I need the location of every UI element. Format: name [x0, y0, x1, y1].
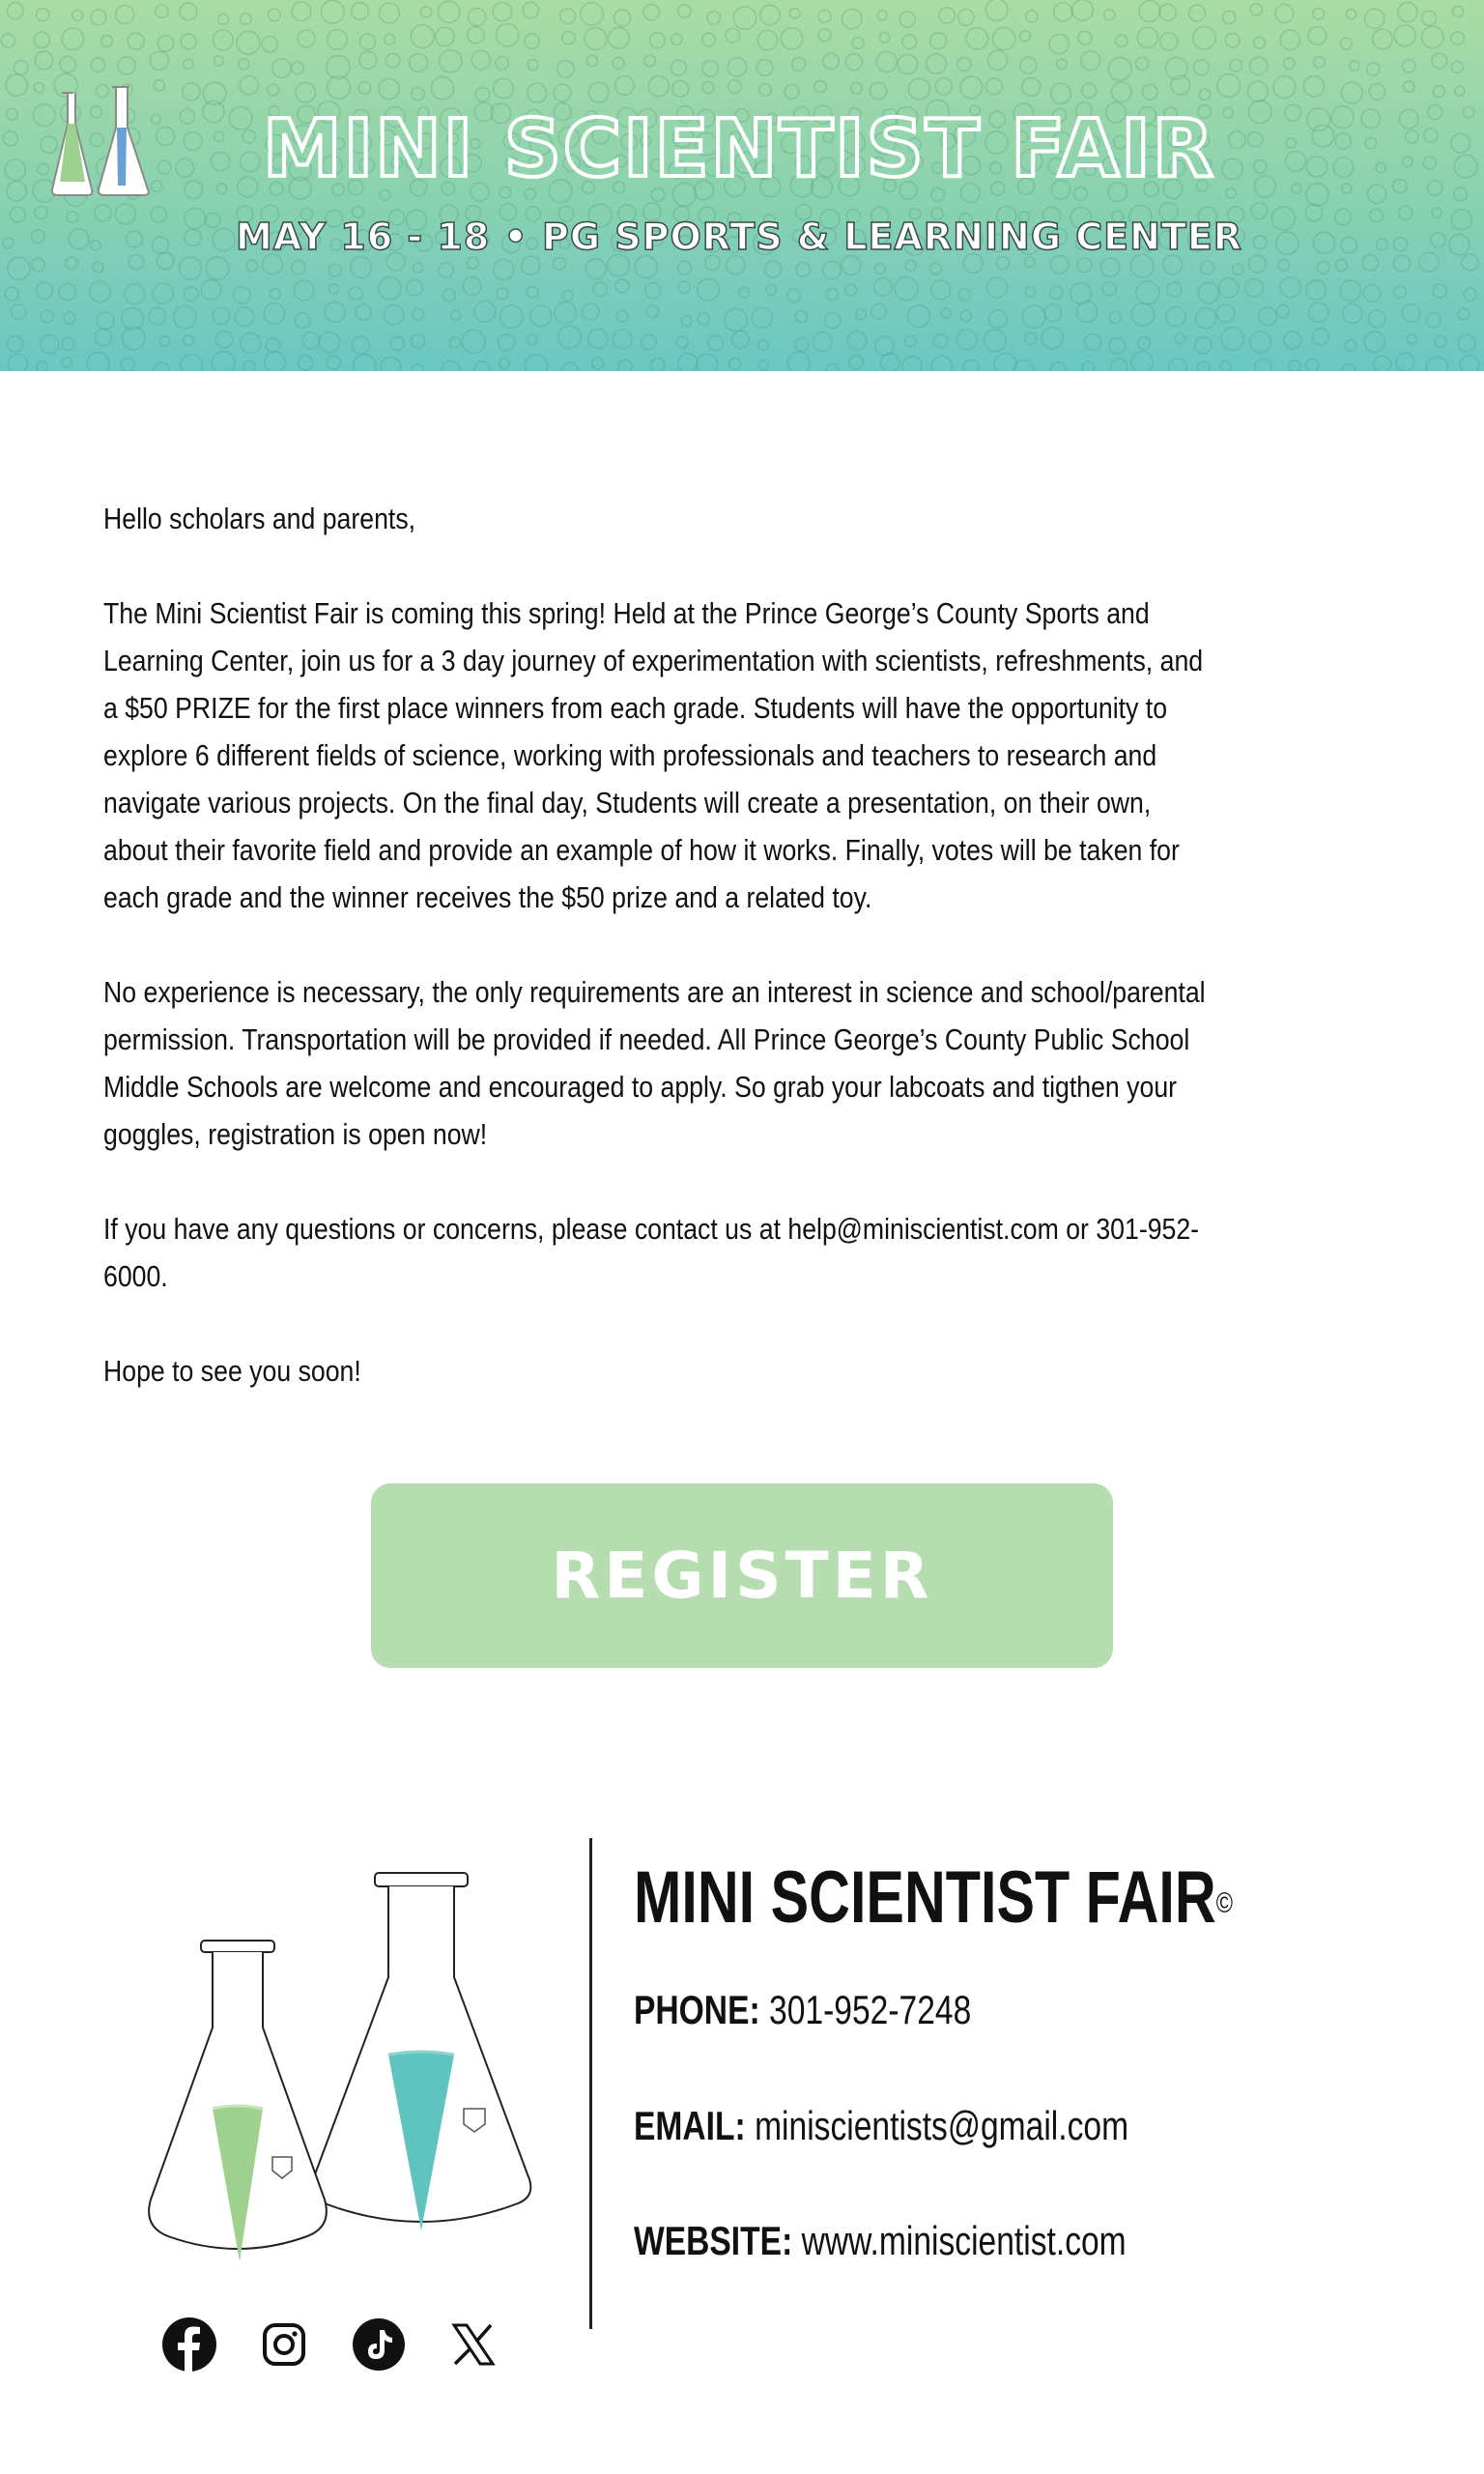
facebook-icon[interactable] [160, 2316, 218, 2373]
email-label: EMAIL: [634, 2103, 746, 2148]
phone-label: PHONE: [634, 1987, 760, 2032]
email-value[interactable]: miniscientists@gmail.com [755, 2103, 1129, 2148]
event-title: MINI SCIENTIST FAIR [263, 103, 1215, 195]
social-links [160, 2316, 518, 2377]
website-line [634, 2216, 1329, 2266]
event-date-location: MAY 16 - 18 • PG SPORTS & LEARNING CENTER [235, 216, 1243, 258]
letter-paragraph-requirements: No experience is necessary, the only requirements are an interest in science and school/parental permission. Transportation will be provided if needed. All Prince George’s County Public School Middle Schools are welcome and encouraged to apply. So grab your labcoats and tigthen your goggles, registration is open now! [103, 975, 1206, 1151]
letter-greeting: Hello scholars and parents, [103, 502, 416, 535]
website-label: WEBSITE: [634, 2218, 793, 2263]
invitation-letter [103, 495, 1209, 1442]
flask-pair-icon [48, 85, 174, 201]
footer-divider [589, 1838, 592, 2329]
register-button-label: REGISTER [551, 1539, 933, 1613]
header-banner [0, 0, 1484, 371]
brand-name-text: MINI SCIENTIST FAIR [634, 1856, 1216, 1939]
letter-paragraph-contact: If you have any questions or concerns, please contact us at help@miniscientist.com or 301-952-6000. [103, 1212, 1200, 1293]
contact-block [634, 1854, 1310, 2263]
copyright-mark: © [1215, 1887, 1233, 1919]
left-flask [149, 1941, 327, 2261]
register-button[interactable] [371, 1483, 1113, 1668]
phone-line [634, 1985, 1329, 2035]
tiktok-icon[interactable] [350, 2316, 408, 2373]
right-flask [312, 1873, 531, 2230]
letter-paragraph-intro: The Mini Scientist Fair is coming this spring! Held at the Prince George’s County Sports and Learning Center, join us for a 3 day journey of experimentation with scientists, refreshments, and a $50 PRIZE for the first place winners from each grade. Students will have the opportunity to explore 6 different fields of science, working with professionals and teachers to research and navigate various projects. On the final day, Students will create a presentation, on their own, about their favorite field and provide an example of how it works. Finally, votes will be taken for each grade and the winner receives the $50 prize and a related toy. [103, 596, 1204, 914]
x-icon[interactable] [444, 2316, 502, 2373]
phone-value[interactable]: 301-952-7248 [769, 1987, 972, 2032]
flask-illustration [126, 1856, 570, 2290]
letter-closing: Hope to see you soon! [103, 1354, 361, 1388]
website-link[interactable]: www.miniscientist.com [801, 2218, 1127, 2263]
instagram-icon[interactable] [255, 2316, 313, 2373]
email-line [634, 2101, 1329, 2151]
brand-name [634, 1854, 1233, 1942]
